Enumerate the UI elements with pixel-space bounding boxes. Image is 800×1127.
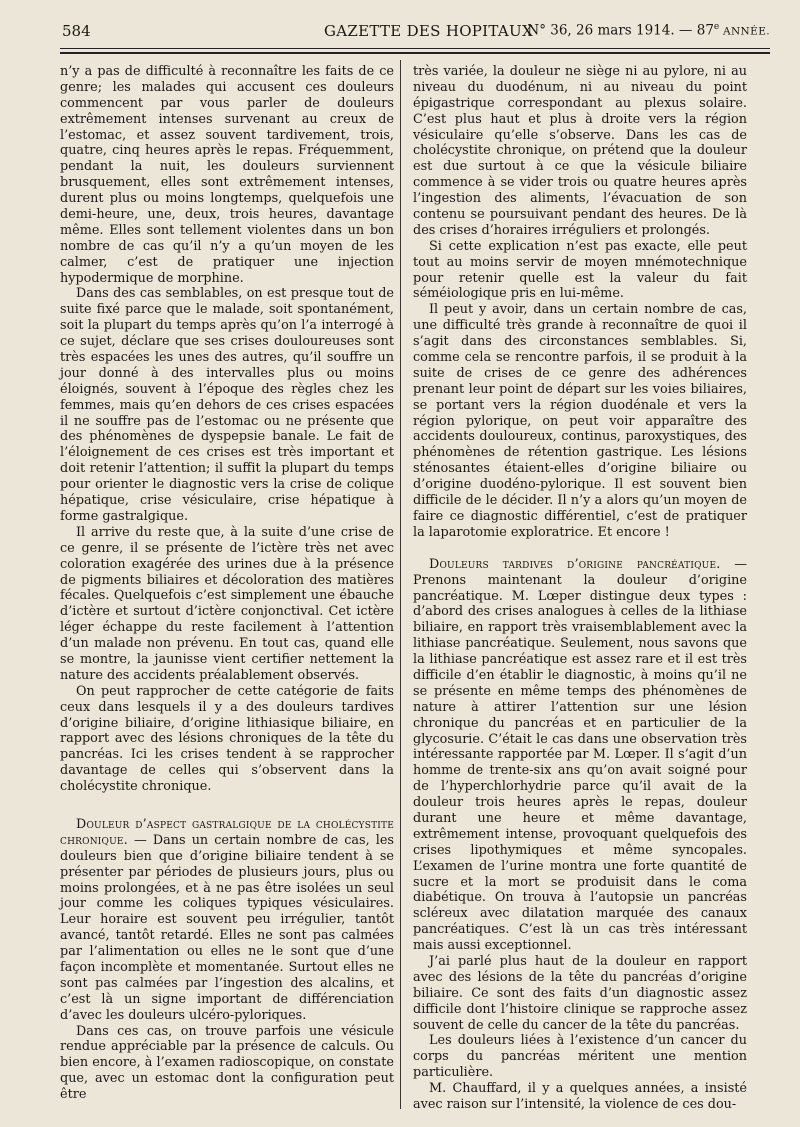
- issue-year-label: ANNÉE.: [719, 25, 770, 38]
- issue-ordinal: e: [713, 22, 720, 32]
- column-divider: [400, 60, 401, 1109]
- section-heading: Douleurs tardives d’origine pancréatique.: [429, 556, 721, 572]
- right-column: [413, 64, 747, 1113]
- section-paragraph: [60, 817, 394, 1024]
- paragraph: très variée, la douleur ne siège ni au pylore, ni au niveau du duodénum, ni au niveau du point épigastrique correspondant au plexus solaire. C’est plus haut et plus à droite vers la région vésiculaire qu’elle s’observe. Dans les cas de cholécystite chronique, on prétend que la douleur est due surtout à ce que la vésicule biliaire commence à se vider trois ou quatre heures après l’ingestion des aliments, l’évacuation de son contenu se poursuivant pendant des heures. De là des crises d’horaires irréguliers et prolongés.: [413, 64, 747, 238]
- running-header: [62, 22, 770, 46]
- header-rule-top: [60, 48, 770, 49]
- paragraph: M. Chauffard, il y a quelques années, a insisté avec raison sur l’intensité, la violence de ces dou-: [413, 1081, 747, 1112]
- paragraph: J’ai parlé plus haut de la douleur en rapport avec des lésions de la tête du pancréas d’origine biliaire. Ce sont des faits d’un diagnostic assez difficile dont l’histoire clinique se rapproche assez souvent de celle du cancer de la tête du pancréas.: [413, 953, 747, 1033]
- page-number: 584: [62, 22, 91, 40]
- left-column: [60, 64, 394, 1103]
- paragraph: Il arrive du reste que, à la suite d’une crise de ce genre, il se présente de l’ictère très net avec coloration exagérée des urines due à la présence de pigments biliaires et décoloration des matières fécales. Quelquefois c’est simplement une ébauche d’ictère et surtout d’ictère conjonctival. Cet ictère léger échappe du reste facilement à l’attention d’un malade non prévenu. En tout cas, quand elle se montre, la jaunisse vient certifier nettement la nature des accidents préalablement observés.: [60, 524, 394, 683]
- header-rule-bottom: [60, 52, 770, 54]
- issue-date: N° 36, 26 mars 1914. — 87: [527, 22, 714, 39]
- section-text: — Prenons maintenant la douleur d’origine pancréatique. M. Lœper distingue deux types : d’abord des crises analogues à celles de la lithiase biliaire, en rapport très vraisemblablement avec la lithiase pancréatique. Seulement, nous savons que la lithiase pancréatique est assez rare et il est très difficile d’en établir le diagnostic, à moins qu’il ne se présente en même temps des phénomènes de nature à attirer l’attention sur une lésion chronique du pancréas et en particulier de la glycosurie. C’était le cas dans une observation très intéressante rapportée par M. Lœper. Il s’agit d’un homme de trente-six ans qu’on avait soigné pour de l’hyperchlorhydrie parce qu’il avait de la douleur trois heures après le repas, douleur durant une heure et même davantage, extrêmement intense, provoquant quelquefois des crises lipothymiques et même syncopales. L’examen de l’urine montra une forte quantité de sucre et la mort se produisit dans le coma diabétique. On trouva à l’autopsie un pancréas scléreux avec dilatation marquée des canaux pancréatiques. C’est là un cas très intéressant mais aussi exceptionnel.: [413, 556, 747, 954]
- paragraph: Dans ces cas, on trouve parfois une vésicule rendue appréciable par la présence de calculs. Ou bien encore, à l’examen radioscopique, on constate que, avec un estomac dont la configuration peut être: [60, 1023, 394, 1103]
- section-heading: Douleur d’aspect gastralgique de la cholécystite chronique.: [60, 816, 394, 848]
- journal-title: GAZETTE DES HOPITAUX: [324, 22, 533, 40]
- section-paragraph: [413, 557, 747, 954]
- paragraph: Les douleurs liées à l’existence d’un cancer du corps du pancréas méritent une mention particulière.: [413, 1033, 747, 1081]
- paragraph: On peut rapprocher de cette catégorie de faits ceux dans lesquels il y a des douleurs tardives d’origine biliaire, d’origine lithiasique biliaire, en rapport avec des lésions chroniques de la tête du pancréas. Ici les crises tendent à se rapprocher davantage de celles qui s’observent dans la cholécystite chronique.: [60, 683, 394, 795]
- paragraph: n’y a pas de difficulté à reconnaître les faits de ce genre; les malades qui accusent ces douleurs commencent par vous parler de douleurs extrêmement intenses survenant au creux de l’estomac, et assez souvent tardivement, trois, quatre, cinq heures après le repas. Fréquemment, pendant la nuit, les douleurs surviennent brusquement, elles sont extrêmement intenses, durent plus ou moins longtemps, quelquefois une demi-heure, une, deux, trois heures, davantage même. Elles sont tellement violentes dans un bon nombre de cas qu’il n’y a qu’un moyen de les calmer, c’est de pratiquer une injection hypodermique de morphine.: [60, 64, 394, 286]
- paragraph: Dans des cas semblables, on est presque tout de suite fixé parce que le malade, soit spontanément, soit la plupart du temps après qu’on l’a interrogé à ce sujet, déclare que ses crises douloureuses sont très espacées les unes des autres, qu’il souffre un jour donné à des intervalles plus ou moins éloignés, souvent à l’époque des règles chez les femmes, mais qu’en dehors de ces crises espacées il ne souffre pas de l’estomac ou ne présente que des phénomènes de dyspepsie banale. Le fait de l’éloignement de ces crises est très important et doit retenir l’attention; il suffit la plupart du temps pour orienter le diagnostic vers la crise de colique hépatique, crise vésiculaire, crise hépatique à forme gastralgique.: [60, 286, 394, 524]
- section-text: — Dans un certain nombre de cas, les douleurs bien que d’origine biliaire tendent à se présenter par périodes de plusieurs jours, plus ou moins prolongées, et à ne pas être isolées un seul jour comme les coliques typiques vésiculaires. Leur horaire est souvent peu irrégulier, tantôt avancé, tantôt retardé. Elles ne sont pas calmées par l’alimentation ou elles ne le sont que d’une façon incomplète et momentanée. Surtout elles ne sont pas calmées par l’ingestion des alcalins, et c’est là un signe important de différenciation d’avec les douleurs ulcéro-pyloriques.: [60, 832, 394, 1023]
- issue-info: [527, 22, 770, 39]
- paragraph: Il peut y avoir, dans un certain nombre de cas, une difficulté très grande à reconnaître de quoi il s’agit dans des circonstances semblables. Si, comme cela se rencontre parfois, il se produit à la suite de crises de ce genre des adhérences prenant leur point de départ sur les voies biliaires, se portant vers la région duodénale et vers la région pylorique, on peut voir apparaître des accidents douloureux, continus, paroxystiques, des phénomènes de rétention gastrique. Les lésions sténosantes étaient-elles d’origine biliaire ou d’origine duodéno-pylorique. Il est souvent bien difficile de le décider. Il n’y a alors qu’un moyen de faire ce diagnostic différentiel, c’est de pratiquer la laparotomie exploratrice. Et encore !: [413, 302, 747, 540]
- paragraph: Si cette explication n’est pas exacte, elle peut tout au moins servir de moyen mnémotechnique pour retenir quelle est la valeur du fait séméiologique pris en lui-même.: [413, 238, 747, 302]
